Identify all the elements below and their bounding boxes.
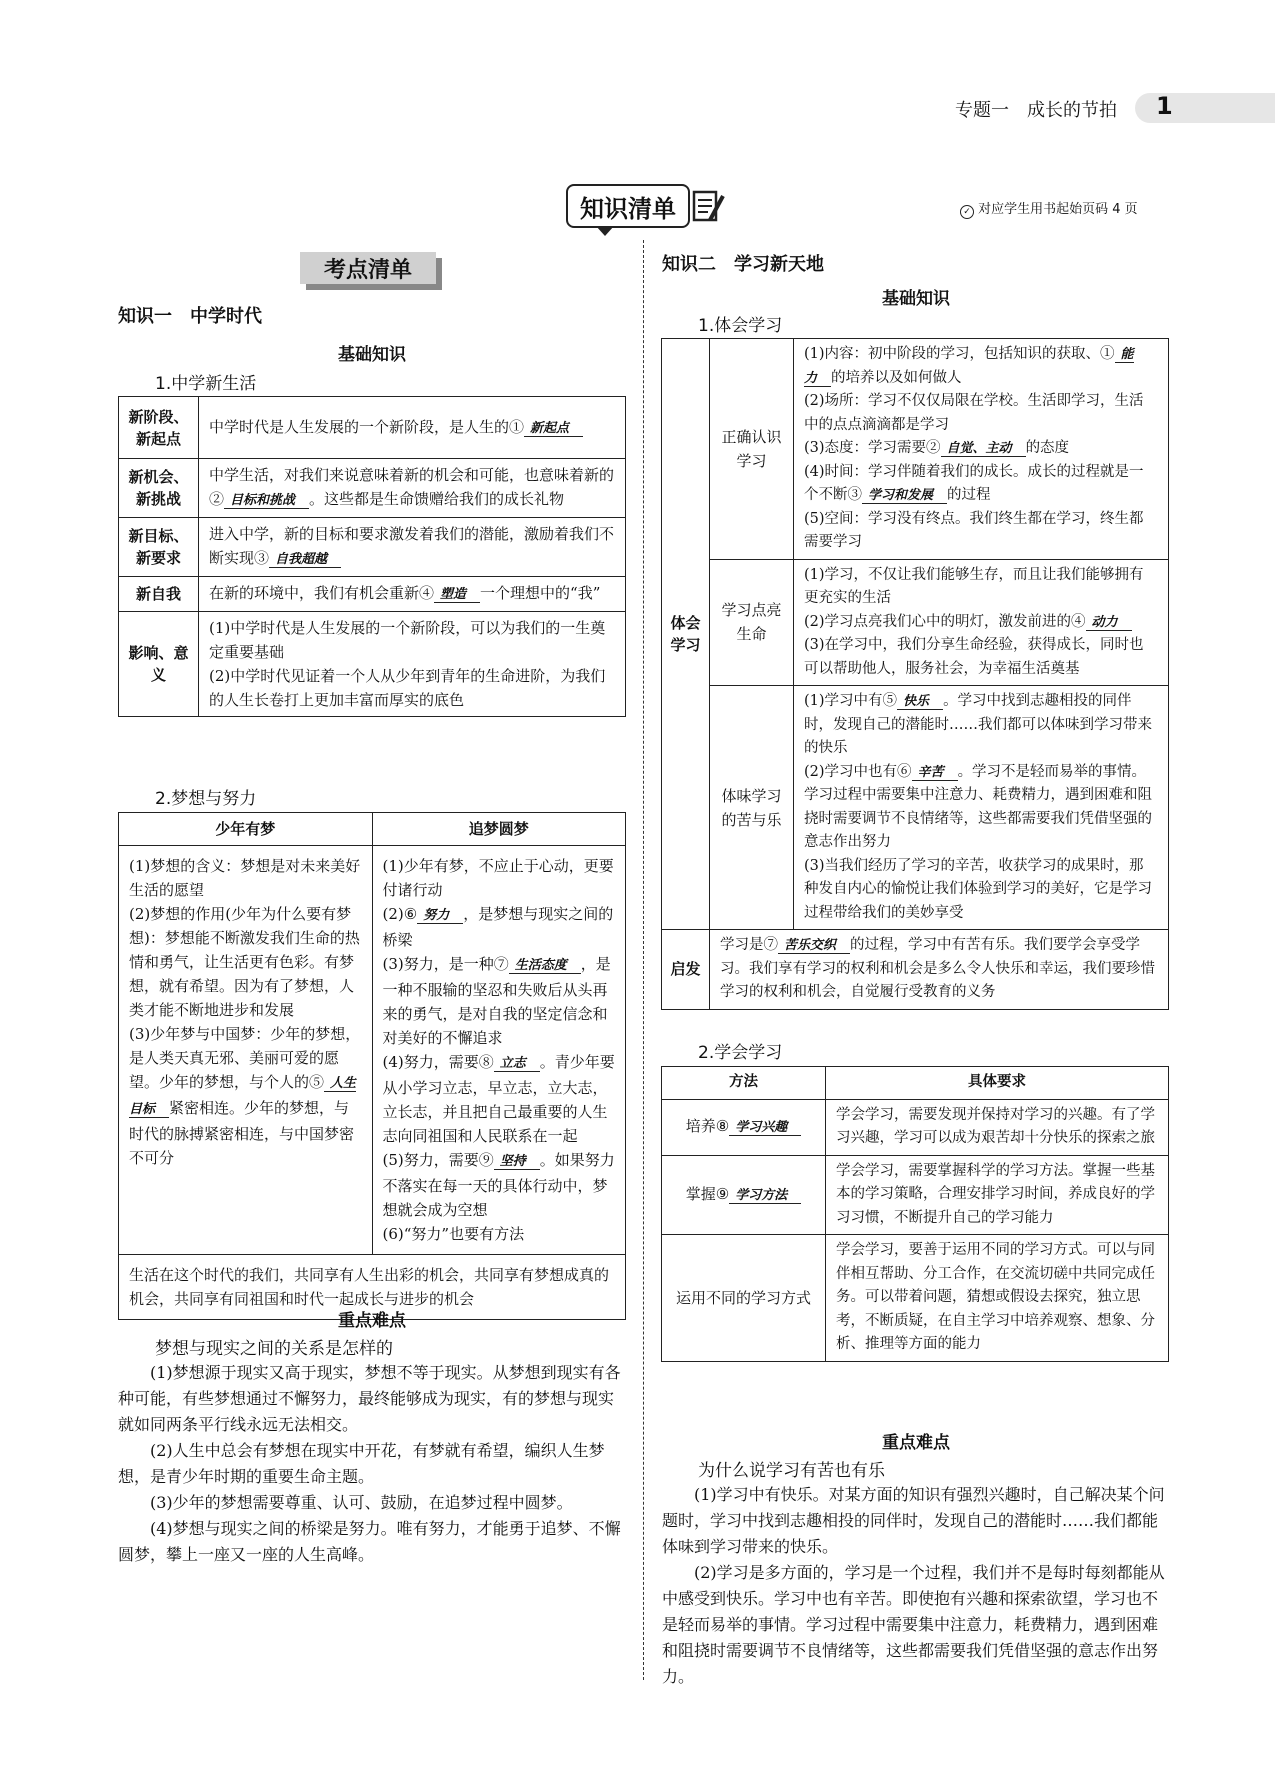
table-footer: 生活在这个时代的我们，共同享有人生出彩的机会，共同享有梦想成真的机会，共同享有同祖国和时代一起成长与进步的机会 bbox=[119, 1255, 626, 1320]
row-label: 影响、意义 bbox=[119, 612, 199, 717]
reference-note: 对应学生用书起始页码 4 页 bbox=[978, 202, 1138, 217]
basic-knowledge-heading: 基础知识 bbox=[338, 345, 406, 365]
answer-blank: 立志 bbox=[494, 1056, 540, 1072]
answer-blank: 能力 bbox=[804, 347, 1134, 386]
table-row: 培养⑧ 学习兴趣 学会学习，需要发现并保持对学习的兴趣。有了学习兴趣，学习可以成为艰苦却十分快乐的探索之旅 bbox=[662, 1099, 1169, 1155]
column-header: 方法 bbox=[662, 1067, 826, 1100]
answer-blank: 人生目标 bbox=[129, 1076, 357, 1117]
answer-blank: 努力 bbox=[417, 908, 463, 924]
table-row: 体味学习的苦与乐 (1)学习中有⑤ 快乐 。学习中找到志趣相投的同伴时，发现自己的潜能时……我们都可以体味到学习带来的快乐 (2)学习中也有⑥ 辛苦 。学习不是轻而易举的事情。学习过程中需要集中注意力、耗费精力，遇到困难和阻挠时需要调节不良情绪等，这些都需要我们凭借坚强的意志作出努力 (3)当我们经历了学习的辛苦，收获学习的成果时，那种发自内心的愉悦让我们体验到学习的美好，它是学习过程带给我们的美妙享受 bbox=[662, 686, 1169, 930]
answer-blank: 辛苦 bbox=[912, 765, 958, 781]
knowledge-one-heading: 知识一 中学时代 bbox=[118, 306, 262, 327]
page-number: 1 bbox=[1156, 92, 1173, 120]
key-points-body: (1)学习中有快乐。对某方面的知识有强烈兴趣时，自己解决某个问题时，学习中找到志趣相投的同伴时，发现自己的潜能时……我们都能体味到学习带来的快乐。 (2)学习是多方面的，学习是一个过程，我们并不是每时每刻都能从中感受到快乐。学习中也有辛苦。即使抱有兴趣和探索欲望，学习也不是轻而易举的事情。学习过程中需要集中注意力，耗费精力，遇到困难和阻挠时需要调节不良情绪等，这些都需要我们凭借坚强的意志作出努力。 bbox=[662, 1485, 1165, 1686]
key-points-heading: 重点难点 bbox=[882, 1433, 950, 1453]
check-circle-icon: ✓ bbox=[960, 205, 974, 219]
row-label: 体味学习的苦与乐 bbox=[710, 686, 794, 930]
row-label: 新自我 bbox=[119, 577, 199, 612]
answer-blank: 坚持 bbox=[494, 1154, 540, 1170]
table-row: 启发 学习是⑦ 苦乐交织 的过程，学习中有苦有乐。我们要学会享受学习。我们享有学习的权利和机会是多么令人快乐和幸运，我们要珍惜学习的权利和机会，自觉履行受教育的义务 bbox=[662, 930, 1169, 1010]
column-divider bbox=[643, 240, 644, 1680]
pen-notebook-icon bbox=[690, 186, 726, 226]
header-topic: 专题一 成长的节拍 bbox=[955, 100, 1117, 121]
row-label: 启发 bbox=[662, 930, 710, 1010]
table-row: 新自我 在新的环境中，我们有机会重新④ 塑造 一个理想中的“我” bbox=[119, 577, 626, 612]
dream-effort-table bbox=[118, 812, 626, 1320]
answer-blank: 动力 bbox=[1086, 615, 1132, 631]
answer-blank: 塑造 bbox=[434, 587, 480, 603]
row-label: 正确认识学习 bbox=[710, 339, 794, 560]
answer-blank: 苦乐交织 bbox=[778, 938, 850, 954]
row-label: 新目标、新要求 bbox=[119, 518, 199, 577]
table-row: 掌握⑨ 学习方法 学会学习，需要掌握科学的学习方法。掌握一些基本的学习策略，合理安排学习时间，养成良好的学习习惯，不断提升自己的学习能力 bbox=[662, 1155, 1169, 1235]
title-pointer bbox=[596, 226, 614, 236]
answer-blank: 目标和挑战 bbox=[224, 493, 309, 509]
table-row: 运用不同的学习方式 学会学习，要善于运用不同的学习方式。可以与同伴相互帮助、分工合作，在交流切磋中共同完成任务。可以带着问题，猜想或假设去探究，独立思考，不断质疑，在自主学习中培养观察、想象、分析、推理等方面的能力 bbox=[662, 1235, 1169, 1362]
table-header-row bbox=[119, 813, 626, 846]
answer-blank: 自觉、主动 bbox=[941, 441, 1026, 457]
column-header: 追梦圆梦 bbox=[372, 813, 626, 846]
outer-label: 体会学习 bbox=[662, 339, 710, 930]
table-row: 新阶段、新起点 中学时代是人生发展的一个新阶段，是人生的① 新起点 bbox=[119, 397, 626, 459]
answer-blank: 快乐 bbox=[897, 694, 943, 710]
basic-knowledge-heading: 基础知识 bbox=[882, 289, 950, 309]
question-heading: 为什么说学习有苦也有乐 bbox=[698, 1461, 885, 1481]
answer-blank: 学习兴趣 bbox=[729, 1120, 801, 1136]
subsection-heading: 1.中学新生活 bbox=[155, 374, 257, 394]
answer-blank: 自我超越 bbox=[269, 552, 341, 568]
subsection-heading: 1.体会学习 bbox=[698, 316, 783, 336]
question-heading: 梦想与现实之间的关系是怎样的 bbox=[155, 1339, 393, 1359]
column-header: 少年有梦 bbox=[119, 813, 373, 846]
learn-to-learn-table bbox=[661, 1066, 1169, 1362]
table-header-row bbox=[662, 1067, 1169, 1100]
section-banner: 考点清单 bbox=[300, 252, 436, 284]
answer-blank: 学习方法 bbox=[729, 1188, 801, 1204]
answer-blank: 生活态度 bbox=[509, 958, 581, 974]
column-header: 具体要求 bbox=[826, 1067, 1169, 1100]
table-row: 新目标、新要求 进入中学，新的目标和要求激发着我们的潜能，激励着我们不断实现③ 自我超越 bbox=[119, 518, 626, 577]
knowledge-two-heading: 知识二 学习新天地 bbox=[662, 254, 824, 275]
table-row: (1)梦想的含义：梦想是对未来美好生活的愿望 (2)梦想的作用(少年为什么要有梦想)：梦想能不断激发我们生命的热情和勇气，让生活更有色彩。有梦想，就有希望。因为有了梦想，人类才能不断地进步和发展 (3)少年梦与中国梦：少年的梦想，是人类天真无邪、美丽可爱的愿望。少年的梦想，与个人的⑤ 人生目标 紧密相连。少年的梦想，与时代的脉搏紧密相连，与中国梦密不可分 (1)少年有梦，不应止于心动，更要付诸行动 (2)⑥ 努力 ，是梦想与现实之间的桥梁 (3)努力，是一种⑦ 生活态度 ，是一种不服输的坚忍和失败后从头再来的勇气，是对自我的坚定信念和对美好的不懈追求 (4)努力，需要⑧ 立志 。青少年要从小学习立志，早立志，立大志，立长志，并且把自己最重要的人生志向同祖国和人民联系在一起 (5)努力，需要⑨ 坚持 。如果努力不落实在每一天的具体行动中，梦想就会成为空想 (6)“努力”也要有方法 bbox=[119, 846, 626, 1255]
key-points-heading: 重点难点 bbox=[338, 1311, 406, 1331]
row-label: 学习点亮生命 bbox=[710, 559, 794, 686]
key-points-body: (1)梦想源于现实又高于现实，梦想不等于现实。从梦想到现实有各种可能，有些梦想通过不懈努力，最终能够成为现实，有的梦想与现实就如同两条平行线永远无法相交。 (2)人生中总会有梦想在现实中开花，有梦就有希望，编织人生梦想，是青少年时期的重要生命主题。 (3)少年的梦想需要尊重、认可、鼓励，在追梦过程中圆梦。 (4)梦想与现实之间的桥梁是努力。唯有努力，才能勇于追梦、不懈圆梦，攀上一座又一座的人生高峰。 bbox=[118, 1363, 621, 1564]
answer-blank: 学习和发展 bbox=[862, 488, 947, 504]
table-row: 体会学习 正确认识学习 (1)内容：初中阶段的学习，包括知识的获取、① 能力 的培养以及如何做人 (2)场所：学习不仅仅局限在学校。生活即学习，生活中的点点滴滴都是学习 (3)态度：学习需要② 自觉、主动 的态度 (4)时间：学习伴随着我们的成长。成长的过程就是一个不断③ 学习和发展 的过程 (5)空间：学习没有终点。我们终生都在学习，终生都需要学习 bbox=[662, 339, 1169, 560]
row-label: 新阶段、新起点 bbox=[119, 397, 199, 459]
subsection-heading: 2.学会学习 bbox=[698, 1043, 783, 1063]
answer-blank: 新起点 bbox=[524, 421, 583, 437]
page-title: 知识清单 bbox=[566, 184, 690, 228]
middle-school-life-table bbox=[118, 396, 626, 717]
experience-learning-table bbox=[661, 338, 1169, 1010]
table-row: 学习点亮生命 (1)学习，不仅让我们能够生存，而且让我们能够拥有更充实的生活 (2)学习点亮我们心中的明灯，激发前进的④ 动力 (3)在学习中，我们分享生命经验，获得成长，同时也可以帮助他人，服务社会，为幸福生活奠基 bbox=[662, 559, 1169, 686]
row-label: 新机会、新挑战 bbox=[119, 459, 199, 518]
table-row: 新机会、新挑战 中学生活，对我们来说意味着新的机会和可能，也意味着新的② 目标和挑战 。这些都是生命馈赠给我们的成长礼物 bbox=[119, 459, 626, 518]
subsection-heading: 2.梦想与努力 bbox=[155, 789, 257, 809]
table-row: 影响、意义 (1)中学时代是人生发展的一个新阶段，可以为我们的一生奠定重要基础 (2)中学时代见证着一个人从少年到青年的生命进阶，为我们的人生长卷打上更加丰富而厚实的底色 bbox=[119, 612, 626, 717]
